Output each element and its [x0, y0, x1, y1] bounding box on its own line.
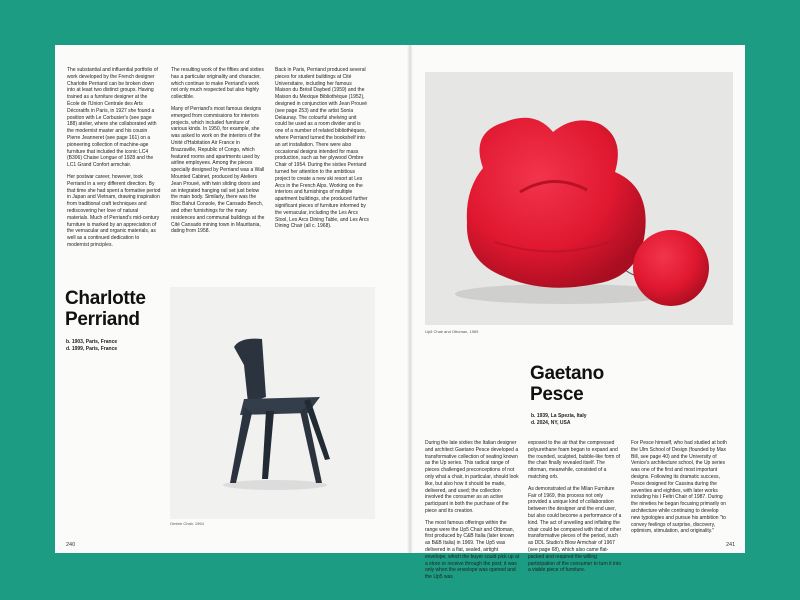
paragraph: exposed to the air that the compressed polyurethane foam began to expand and the rounded, sculpted, bubble-like form of the chair finally revealed itself. The ottoman, meanwhile, consisted of a matching orb. [528, 440, 622, 480]
text-column-3 [275, 67, 369, 235]
page-number: 241 [726, 542, 736, 548]
paragraph: As demonstrated at the Milan Furniture Fair of 1969, this process not only provided a unique kind of collaboration between the designer and the end user, but also could become a performance of a kind. The act of unveiling and inflating the chair could be compared with that of other transformative pieces of the period, such as DDL Studio's Blow Armchair of 1967 (see page 68), which also came flat-packed and required the willing participation of the consumer to turn it into a viable piece of furniture. [528, 485, 623, 574]
text-column-1 [67, 67, 161, 254]
paragraph: The substantial and influential portfolio of work developed by the French designer Charlotte Perriand can be broken down into at least two distinct groups. Having trained as a furniture designer at the École de l'Union Centrale des Arts Décoratifs in Paris, in 1927 she found a position with Le Corbusier's (see page 188) atelier, where she collaborated with the modernist master and his cousin Pierre Jeanneret (see page 161) on a pioneering collection of machine-age furniture that included the iconic LC4 (B306) Chaise Longue of 1928 and the LC1 Grand Confort armchair. [67, 67, 160, 169]
right-page [410, 45, 745, 581]
paragraph: The resulting work of the fifties and sixties has a particular originality and character, which continue to make Perriand's work not only much respected but also highly collectible. [171, 67, 266, 101]
page-number: 240 [66, 542, 76, 548]
paragraph: Many of Perriand's most famous designs emerged from commissions for interiors projects, which included furniture of various kinds. In 1950, for example, she was asked to work on the interiors of the Unité d'Habitation Air France in Brazzaville, Republic of Congo, which featured rooms and apartments used by airline employees. Among the pieces specially designed by Perriand was a Wall Mounted Cabinet, produced by Ateliers Jean Prouvé, with twin sliding doors and an integrated hanging rail set just below the main body. Similarly, there was the Bloc Bahut Console, the Cansado Bench, and other furnishings for the many residences and communal buildings at the Cité Cansado mining town in Mauritania, dating from 1958. [171, 105, 266, 235]
ombre-chair-photo [170, 287, 375, 519]
paragraph: For Pesce himself, who had studied at both the Ulm School of Design (founded by Max Bill, see page 40) and the University of Venice's architecture school, the Up series was one of the first and most important designs. Following its dramatic success, Pesce designed for Cassina during the seventies and eighties, with later works including his I Feltri Chair of 1987. During the nineties he began focusing primarily on architecture while continuing to develop new typologies and pursue his ambition "to convey feelings of surprise, discovery, optimism, stimulation, and originality." [631, 440, 729, 535]
book-gutter [407, 45, 413, 553]
text-column-2 [171, 67, 265, 240]
text-column-3 [631, 440, 728, 540]
text-column-1 [425, 440, 520, 586]
photo-caption: Up5 Chair and Ottoman, 1969 [425, 329, 479, 334]
ombre-chair-illustration [170, 287, 375, 519]
designer-name: Gaetano Pesce [530, 363, 604, 405]
text-column-2 [528, 440, 623, 579]
designer-death: d. 2024, NY, USA [531, 420, 571, 426]
paragraph: Back in Paris, Perriand produced several pieces for student buildings at Cité Universitaire, including her famous Maison du Brésil Daybed (1959) and the Maison du Mexique Bibliothèque (1952), designed in conjunction with Jean Prouvé (see page 253) and the artist Sonia Delaunay. The colourful shelving unit could be used as a room divider and is one of a number of related bibliothèques, where Perriand turned the bookshelf into an art installation. There were also occasional designs intended for mass production, such as her plywood Ombre Chair of 1954. During the sixties Perriand turned her attention to the ambitious project to create a new ski resort at Les Arcs in the French Alps. Working on the interiors and furnishings of multiple apartment buildings, she produced further significant pieces of furniture informed by the vernacular, including the Les Arcs Stool, Les Arcs Dining Table, and Les Arcs Dining Chair (all c. 1968). [275, 67, 371, 230]
designer-birth: b. 1903, Paris, France [66, 339, 118, 345]
paragraph: The most famous offerings within the range were the Up5 Chair and Ottoman, first produced by C&B Italia (later known as B&B Italia) in 1969. The Up5 was delivered in a flat, sealed, airtight envelope, which the buyer could pick up at a store or receive through the post; it was only when the envelope was opened and the Up5 was [425, 519, 521, 581]
designer-death: d. 1999, Paris, France [66, 346, 118, 352]
designer-birth: b. 1939, La Spezia, Italy [531, 413, 587, 419]
left-page [55, 45, 410, 553]
up5-chair-illustration [425, 72, 733, 325]
paragraph: During the late sixties the Italian designer and architect Gaetano Pesce developed a transformative collection of seating known as the Up series. This radical range of pieces challenged preconceptions of not only what a chair, in particular, should look like, but also how it should be made, delivered, and used; the collection involved the consumer as an active participant in both the purchase of the piece and its creation. [425, 440, 521, 514]
photo-caption: Ombre Chair, 1954 [170, 521, 204, 526]
up5-chair-photo [425, 72, 733, 325]
designer-name: Charlotte Perriand [65, 288, 146, 330]
paragraph: Her postwar career, however, took Perriand in a very different direction. By that time she had spent a formative period in Japan and Vietnam, drawing inspiration from traditional craft techniques and rediscovering her love of natural materials. Much of Perriand's mid-century furniture is marked by an appreciation of the vernacular and organic materials, as well as a continued dedication to modernist principles. [67, 173, 162, 248]
